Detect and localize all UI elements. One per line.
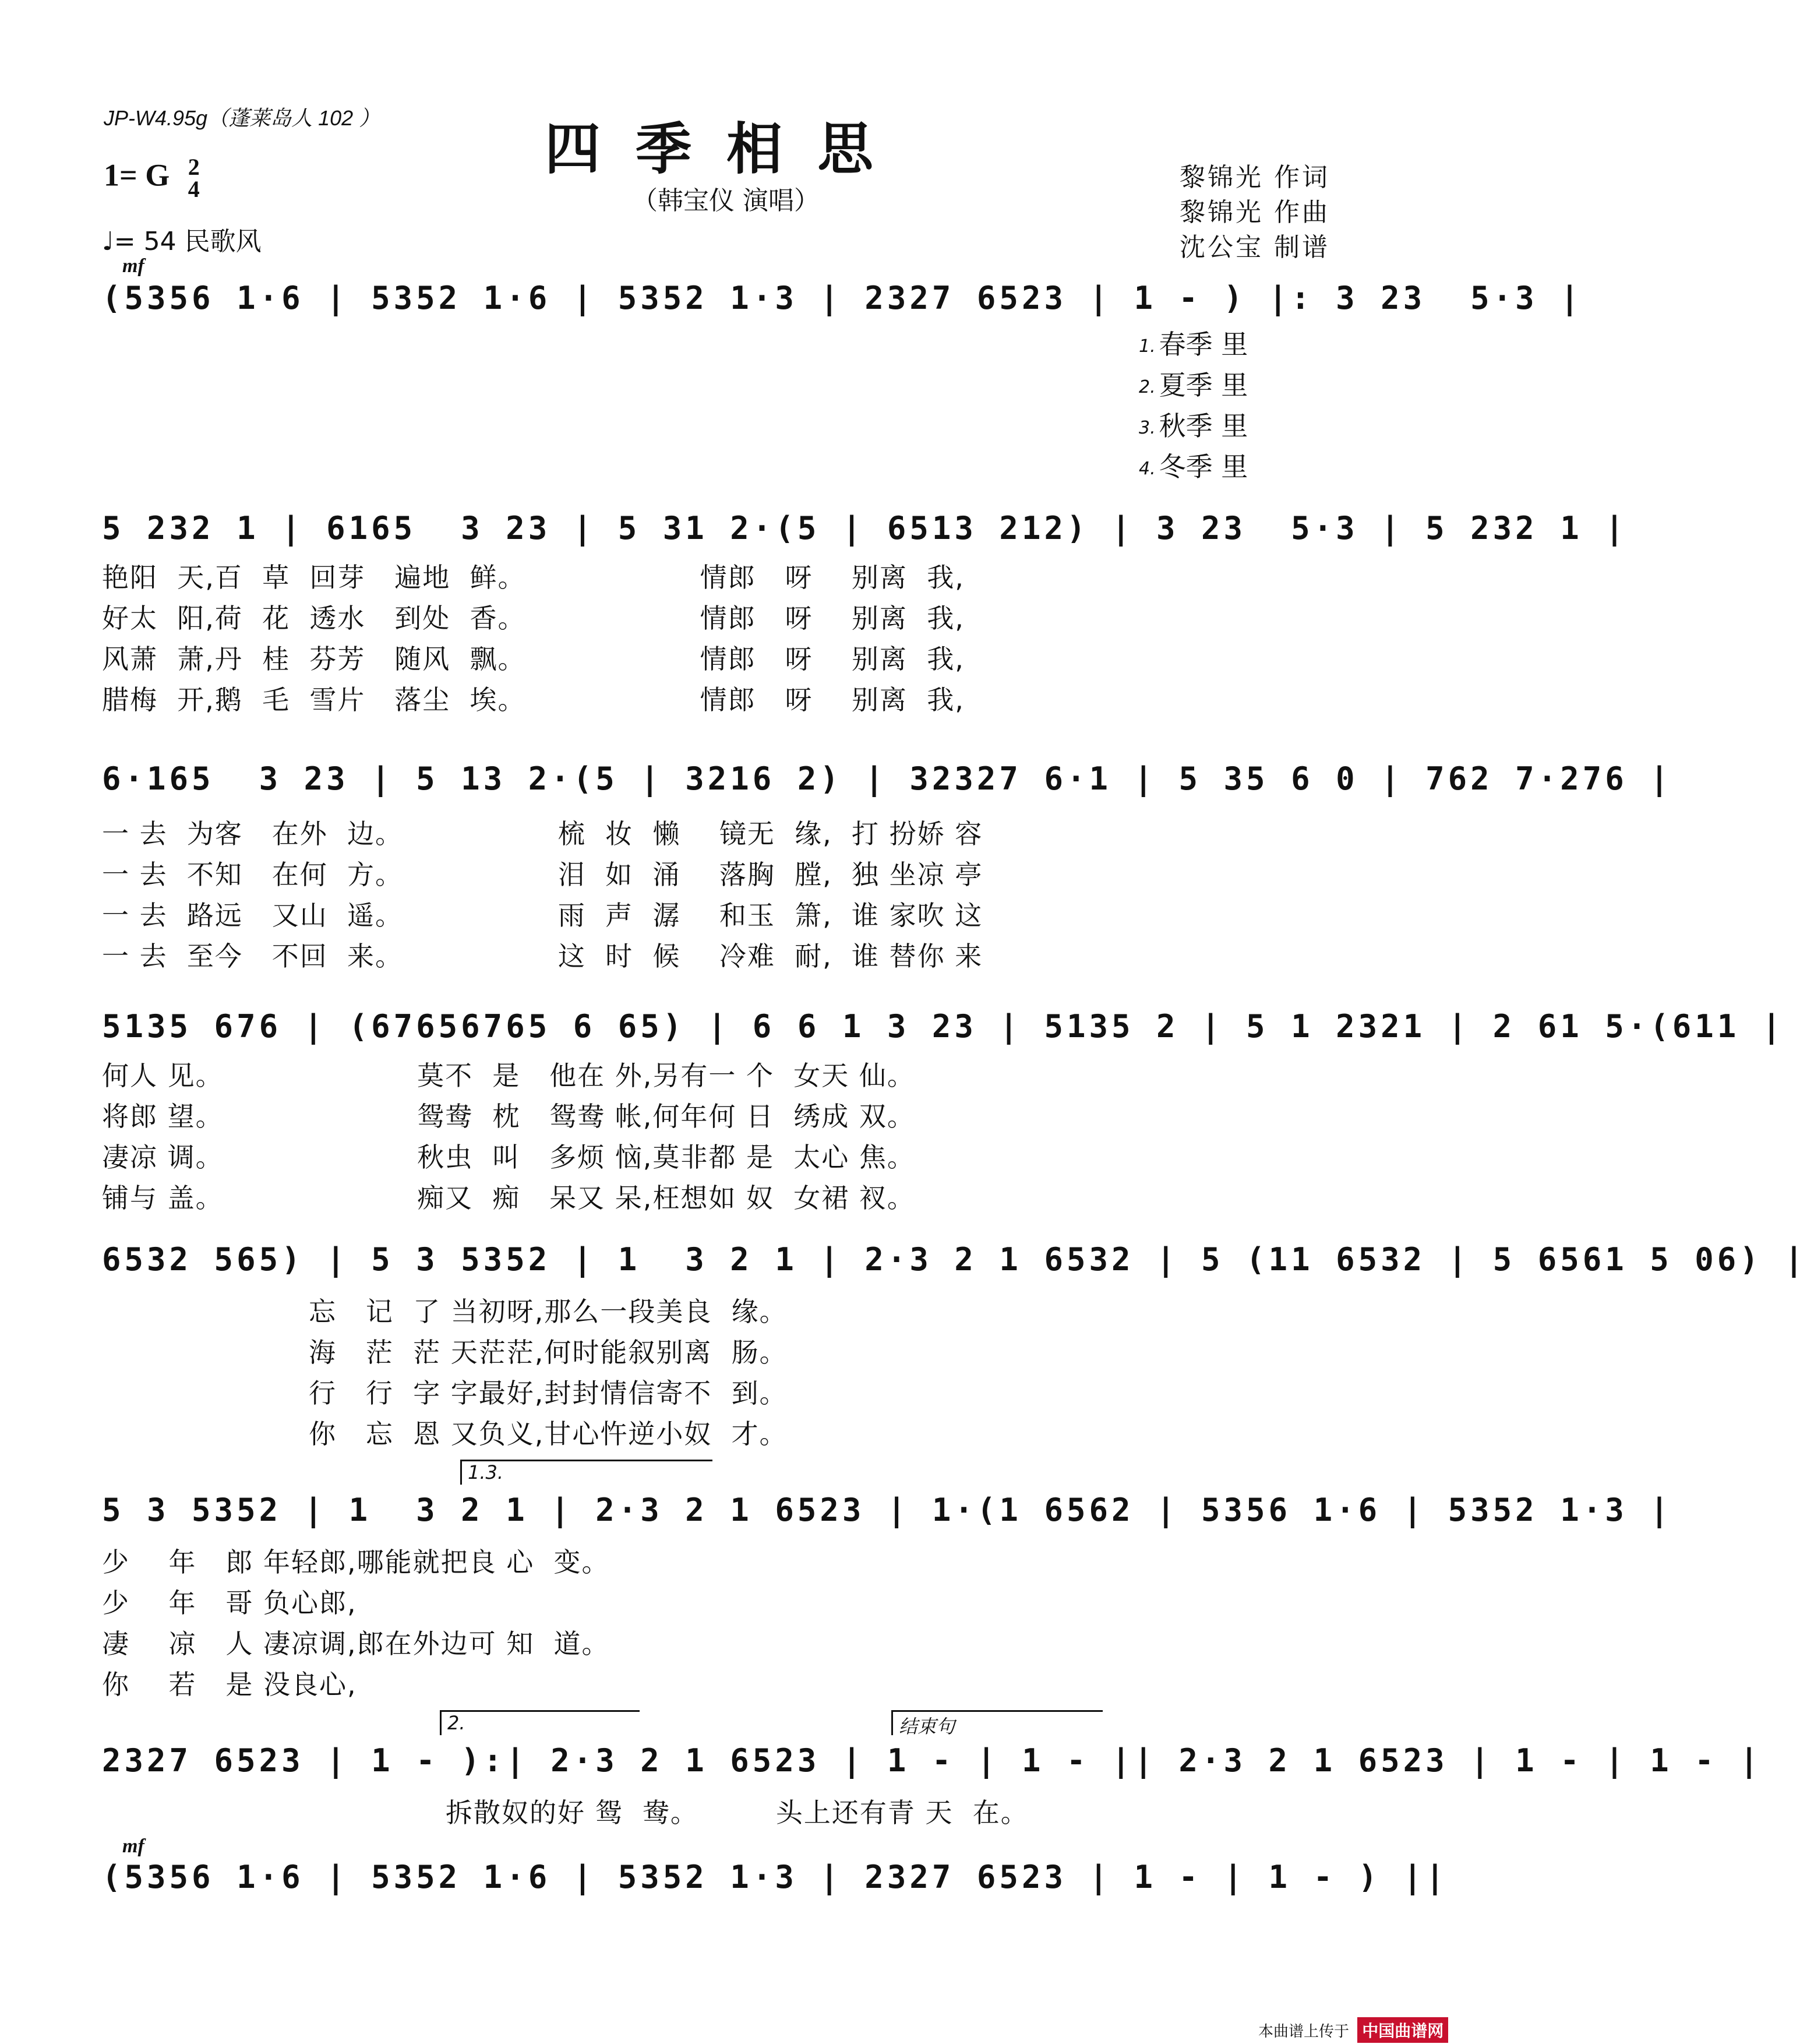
lyric-line: 将郎 望。 鸳鸯 枕 鸳鸯 帐,何年何 日 绣成 双。 [102,1101,915,1132]
upload-text: 本曲谱上传于 [1258,2023,1350,2041]
tempo-marking: ♩= 54 民歌风 [102,227,262,256]
performer-subtitle: （韩宝仪 演唱） [632,186,820,216]
lyric-line: 风萧 萧,丹 桂 芬芳 随风 飘。 情郎 呀 别离 我, [102,643,965,675]
notation-row-2 [102,510,1628,551]
notes: 6·165 3 23 | 5 13 2·(5 | 3216 2) | 32327 6·1 | 5 35 6 0 | 762 7·276 | [102,760,1672,797]
verse-start-text: 春季 里 [1159,329,1248,360]
lyric-line: 艳阳 天,百 草 回芽 遍地 鲜。 情郎 呀 别离 我, [102,562,965,593]
site-logo: 中国曲谱网 [1357,2017,1448,2043]
lyric-line: 行 行 字 字最好,封封情信寄不 到。 [309,1377,788,1409]
lyric-line: 一 去 不知 在何 方。 泪 如 涌 落胸 膛, 独 坐凉 亭 [102,859,983,890]
lyric-line: 你 若 是 没良心, [102,1669,357,1700]
verse-start-2 [1139,364,1248,403]
page-title: 四季相思 [545,116,908,182]
lyric-line: 好太 阳,荷 花 透水 到处 香。 情郎 呀 别离 我, [102,602,965,634]
score-reference: JP-W4.95g（蓬莱岛人 102 ） [104,106,380,130]
lyric-line: 凄凉 调。 秋虫 叫 多烦 恼,莫非都 是 太心 焦。 [102,1141,915,1173]
notes: 5 232 1 | 6165 3 23 | 5 31 2·(5 | 6513 212) | 3 23 5·3 | 5 232 1 | [102,510,1628,547]
volta-coda: 结束句 [891,1710,1103,1735]
time-top: 2 [188,154,200,180]
verse-start-text: 秋季 里 [1159,410,1248,442]
key-label: 1= G [104,157,170,193]
notation-row-1 [102,280,1583,320]
notation-row-6 [102,1492,1672,1532]
lyric-line: 拆散奴的好 鸳 鸯。 头上还有青 天 在。 [446,1797,1029,1828]
time-signature [188,156,200,200]
lyric-line: 你 忘 恩 又负义,甘心忤逆小奴 才。 [309,1418,788,1450]
key-signature [104,156,200,200]
lyric-line: 少 年 哥 负心郎, [102,1587,357,1619]
verse-start-text: 夏季 里 [1159,369,1248,401]
verse-number: 2. [1139,377,1156,397]
lyric-line: 海 茫 茫 天茫茫,何时能叙别离 肠。 [309,1337,788,1368]
lyricist-credit: 黎锦光 作词 [1180,163,1330,192]
verse-number: 3. [1139,418,1156,438]
lyric-line: 腊梅 开,鹅 毛 雪片 落尘 埃。 情郎 呀 别离 我, [102,684,965,716]
lyric-line: 凄 凉 人 凄凉调,郎在外边可 知 道。 [102,1628,610,1659]
notation-row-4 [102,1008,1785,1049]
verse-start-4 [1139,446,1248,484]
lyric-line: 一 去 为客 在外 边。 梳 妆 懒 镜无 缘, 打 扮娇 容 [102,818,983,850]
notes: (5356 1·6 | 5352 1·6 | 5352 1·3 | 2327 6523 | 1 - | 1 - ) || [102,1859,1448,1895]
lyric-line: 少 年 郎 年轻郎,哪能就把良 心 变。 [102,1546,610,1578]
notes: 5135 676 | (67656765 6 65) | 6 6 1 3 23 | 5135 2 | 5 1 2321 | 2 61 5·(611 | [102,1008,1785,1045]
footer-credit [1258,2017,1448,2043]
lyric-line: 一 去 至今 不回 来。 这 时 候 冷难 耐, 谁 替你 来 [102,940,983,972]
notation-row-5 [102,1241,1807,1282]
volta-second-ending: 2. [440,1710,640,1735]
notes: 5 3 5352 | 1 3 2 1 | 2·3 2 1 6523 | 1·(1 6562 | 5356 1·6 | 5352 1·3 | [102,1492,1672,1528]
time-bottom: 4 [188,176,200,202]
verse-number: 4. [1139,459,1156,479]
notes: 2327 6523 | 1 - ):| 2·3 2 1 6523 | 1 - | 1 - || 2·3 2 1 6523 | 1 - | 1 - | [102,1742,1762,1779]
notes: (5356 1·6 | 5352 1·6 | 5352 1·3 | 2327 6523 | 1 - ) |: 3 23 5·3 | [102,280,1583,316]
notes: 6532 565) | 5 3 5352 | 1 3 2 1 | 2·3 2 1 6532 | 5 (11 6532 | 5 6561 5 06) | [102,1241,1807,1278]
notation-row-3 [102,760,1672,801]
dynamic-mf: mf [122,255,144,277]
lyric-line: 忘 记 了 当初呀,那么一段美良 缘。 [309,1296,788,1327]
lyric-line: 何人 见。 莫不 是 他在 外,另有一 个 女天 仙。 [102,1060,915,1091]
notation-row-8 [102,1859,1448,1899]
verse-start-1 [1139,323,1248,362]
notation-row-7 [102,1742,1762,1783]
dynamic-mf: mf [122,1835,144,1857]
lyric-line: 一 去 路远 又山 遥。 雨 声 潺 和玉 箫, 谁 家吹 这 [102,900,983,931]
arranger-credit: 沈公宝 制谱 [1180,232,1330,262]
verse-number: 1. [1139,336,1156,357]
composer-credit: 黎锦光 作曲 [1180,198,1330,227]
verse-start-text: 冬季 里 [1159,451,1248,482]
verse-start-3 [1139,405,1248,443]
volta-first-ending: 1.3. [460,1460,712,1485]
lyric-line: 铺与 盖。 痴又 痴 呆又 呆,枉想如 奴 女裙 衩。 [102,1182,915,1214]
